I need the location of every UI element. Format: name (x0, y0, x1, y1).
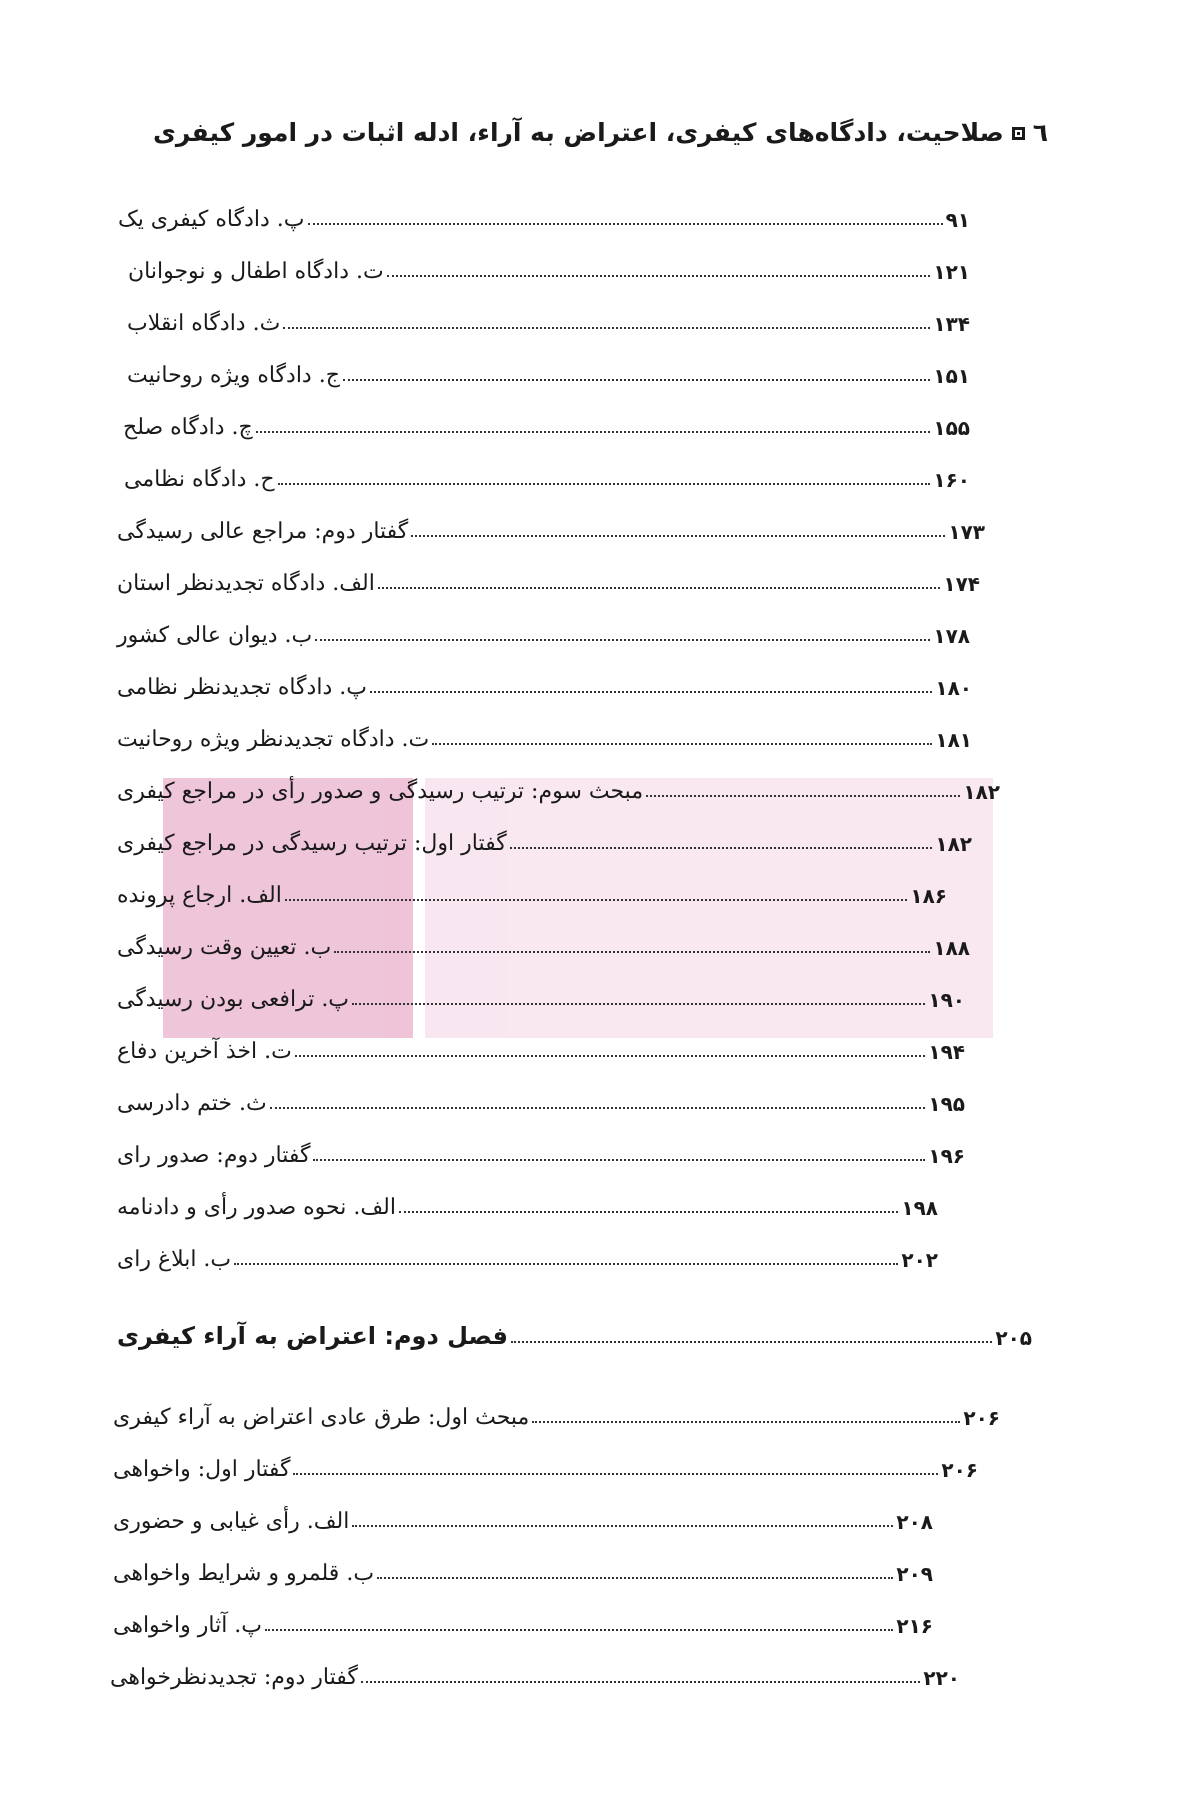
toc-entry (113, 1550, 933, 1586)
toc-entry-page: ۲۰۶ (941, 1458, 978, 1482)
toc-leader-dots (352, 1003, 925, 1005)
toc-entry-title: ت. اخذ آخرین دفاع (117, 1039, 292, 1064)
toc-entry (110, 1654, 960, 1690)
toc-leader-dots (270, 1107, 926, 1109)
toc-entry-page: ۱۹۵ (928, 1092, 965, 1116)
toc-entry (117, 716, 972, 752)
toc-entry-title: ث. دادگاه انقلاب (127, 311, 281, 336)
toc-leader-dots (432, 743, 932, 745)
toc-entry-title: گفتار دوم: صدور رای (117, 1143, 311, 1168)
toc-entry-title: الف. نحوه صدور رأی و دادنامه (117, 1195, 396, 1220)
toc-leader-dots (361, 1681, 920, 1683)
toc-entry (117, 1132, 965, 1168)
toc-entry-page: ۱۸۰ (935, 676, 972, 700)
toc-entry (117, 768, 1000, 804)
toc-entry (124, 456, 970, 492)
toc-leader-dots (387, 275, 931, 277)
toc-entry-page: ۲۲۰ (923, 1666, 960, 1690)
toc-entry-page: ۱۹۰ (928, 988, 965, 1012)
toc-leader-dots (352, 1525, 893, 1527)
toc-entry (113, 1446, 978, 1482)
toc-entry-title: پ. آثار واخواهی (113, 1613, 263, 1638)
toc-entry (113, 1498, 933, 1534)
toc-entry-page: ۱۷۴ (943, 572, 980, 596)
toc-entry-page: ۲۰۲ (901, 1248, 938, 1272)
toc-entry-page: ۱۷۳ (948, 520, 985, 544)
toc-entry-title: چ. دادگاه صلح (123, 415, 253, 440)
toc-entry (117, 1236, 938, 1272)
toc-entry (117, 924, 970, 960)
toc-entry-page: ۱۵۵ (933, 416, 970, 440)
toc-leader-dots (265, 1629, 893, 1631)
toc-entry-page: ۹۱ (945, 208, 970, 232)
toc-leader-dots (334, 951, 930, 953)
toc-entry-page: ۱۸۲ (963, 780, 1000, 804)
toc-leader-dots (532, 1421, 960, 1423)
toc-leader-dots (295, 1055, 926, 1057)
toc-entry-page: ۱۸۸ (933, 936, 970, 960)
toc-entry-title: ب. قلمرو و شرایط واخواهی (113, 1561, 375, 1586)
toc-entry-title: گفتار دوم: تجدیدنظرخواهی (110, 1665, 358, 1690)
toc-entry-title: ت. دادگاه تجدیدنظر ویژه روحانیت (117, 727, 430, 752)
toc-leader-dots (399, 1211, 898, 1213)
toc-entry-title: ث. ختم دادرسی (117, 1091, 267, 1116)
toc-entry-title: فصل دوم: اعتراض به آراء کیفری (117, 1322, 508, 1350)
toc-entry (117, 1028, 965, 1064)
toc-entry-page: ۱۶۰ (933, 468, 970, 492)
toc-leader-dots (278, 483, 931, 485)
toc-entry-title: ج. دادگاه ویژه روحانیت (127, 363, 340, 388)
toc-entry (113, 1394, 1000, 1430)
toc-leader-dots (315, 639, 930, 641)
toc-entry (117, 820, 972, 856)
toc-entry-title: گفتار دوم: مراجع عالی رسیدگی (117, 519, 409, 544)
toc-entry-title: الف. رأی غیابی و حضوری (113, 1509, 350, 1534)
toc-leader-dots (511, 1341, 992, 1343)
toc-entry-title: الف. دادگاه تجدیدنظر استان (117, 571, 375, 596)
toc-entry-title: پ. ترافعی بودن رسیدگی (117, 987, 350, 1012)
toc-leader-dots (308, 223, 943, 225)
toc-entry (117, 1080, 965, 1116)
toc-entry-page: ۱۷۸ (933, 624, 970, 648)
toc-leader-dots (343, 379, 930, 381)
toc-entry (113, 1602, 933, 1638)
running-header-title: صلاحیت، دادگاه‌های کیفری، اعتراض به آراء، ادله اثبات در امور کیفری (153, 118, 1004, 147)
toc-entry (117, 664, 972, 700)
toc-leader-dots (378, 587, 941, 589)
toc-entry-page: ۱۹۸ (901, 1196, 938, 1220)
toc-entry-page: ۱۳۴ (933, 312, 970, 336)
toc-entry-title: گفتار اول: ترتیب رسیدگی در مراجع کیفری (117, 831, 507, 856)
toc-leader-dots (646, 795, 960, 797)
toc-entry (117, 1184, 938, 1220)
toc-entry (117, 976, 965, 1012)
toc-entry (117, 560, 980, 596)
toc-entry-page: ۱۸۶ (910, 884, 947, 908)
toc-entry-title: پ. دادگاه کیفری یک (118, 207, 305, 232)
toc-entry-title: ب. ابلاغ رای (117, 1247, 232, 1272)
toc-chapter-entry (117, 1314, 1032, 1350)
toc-entry (127, 352, 970, 388)
toc-leader-dots (285, 899, 908, 901)
toc-entry-page: ۱۸۲ (935, 832, 972, 856)
toc-entry-title: ت. دادگاه اطفال و نوجوانان (128, 259, 384, 284)
toc-entry-title: مبحث اول: طرق عادی اعتراض به آراء کیفری (113, 1405, 530, 1430)
toc-entry-page: ۲۰۸ (896, 1510, 933, 1534)
toc-entry-title: مبحث سوم: ترتیب رسیدگی و صدور رأی در مراجع کیفری (117, 779, 644, 804)
toc-entry-page: ۲۰۵ (995, 1326, 1032, 1350)
toc-leader-dots (293, 1473, 938, 1475)
toc-entry-title: پ. دادگاه تجدیدنظر نظامی (117, 675, 367, 700)
toc-entry-page: ۱۵۱ (933, 364, 970, 388)
toc-entry-title: ح. دادگاه نظامی (124, 467, 275, 492)
toc-entry-page: ۱۸۱ (935, 728, 972, 752)
toc-entry (128, 248, 970, 284)
toc-leader-dots (411, 535, 945, 537)
toc-entry (118, 196, 970, 232)
toc-entry (127, 300, 970, 336)
toc-entry-page: ۲۱۶ (896, 1614, 933, 1638)
toc-leader-dots (234, 1263, 898, 1265)
toc-entry (117, 508, 985, 544)
toc-entry-title: ب. دیوان عالی کشور (117, 623, 313, 648)
toc-entry (123, 404, 970, 440)
toc-entry (117, 612, 970, 648)
toc-leader-dots (370, 691, 932, 693)
toc-entry-title: الف. ارجاع پرونده (117, 883, 282, 908)
toc-entry-title: ب. تعیین وقت رسیدگی (117, 935, 332, 960)
toc-entry-page: ۱۹۶ (928, 1144, 965, 1168)
toc-entry-title: گفتار اول: واخواهی (113, 1457, 291, 1482)
toc-leader-dots (283, 327, 930, 329)
toc-entry-page: ۱۹۴ (928, 1040, 965, 1064)
toc-entry-page: ۱۲۱ (933, 260, 970, 284)
toc-entry-page: ۲۰۶ (963, 1406, 1000, 1430)
toc-leader-dots (377, 1577, 893, 1579)
toc-leader-dots (256, 431, 931, 433)
toc-leader-dots (313, 1159, 925, 1161)
page-number: ٦ (1032, 118, 1048, 147)
toc-leader-dots (510, 847, 933, 849)
toc-entry (117, 872, 947, 908)
toc-entry-page: ۲۰۹ (896, 1562, 933, 1586)
